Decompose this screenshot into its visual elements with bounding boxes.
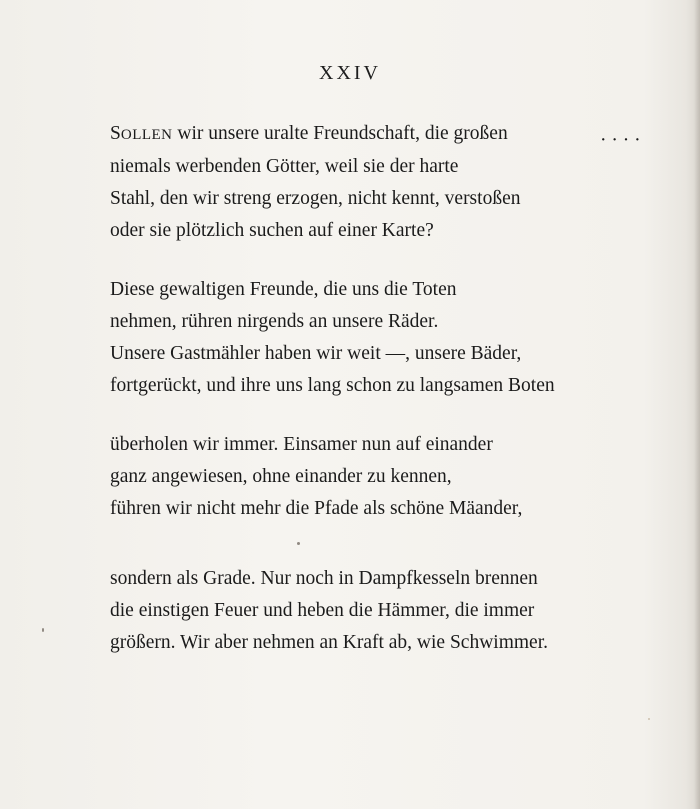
stanza-1 <box>110 118 670 247</box>
poem-line: überholen wir immer. Einsamer nun auf einander <box>110 434 493 455</box>
poem-line: oder sie plötzlich suchen auf einer Karte? <box>110 220 434 241</box>
initial-letter: S <box>110 123 121 144</box>
poem-line: nehmen, rühren nirgends an unsere Räder. <box>110 311 439 332</box>
poem-number-heading: XXIV <box>319 62 381 84</box>
poem-line <box>110 118 670 151</box>
poem-line: die einstigen Feuer und heben die Hämmer, die immer <box>110 600 535 621</box>
poem-line: größern. Wir aber nehmen an Kraft ab, wie Schwimmer. <box>110 632 548 653</box>
ink-speck <box>648 718 650 720</box>
poem-line: niemals werbenden Götter, weil sie der harte <box>110 156 459 177</box>
poem-line: führen wir nicht mehr die Pfade als schöne Mäander, <box>110 498 523 519</box>
page-edge-shadow <box>694 0 700 809</box>
poem-line: Stahl, den wir streng erzogen, nicht kennt, verstoßen <box>110 188 521 209</box>
small-caps-word: OLLEN <box>120 127 173 143</box>
poem-line: Diese gewaltigen Freunde, die uns die Toten <box>110 279 457 300</box>
ink-speck <box>297 542 300 545</box>
poem-line: ganz angewiesen, ohne einander zu kennen, <box>110 466 452 487</box>
stanza-2 <box>110 274 670 402</box>
bleed-through-text: · · · · <box>600 130 641 151</box>
line-text: wir unsere uralte Freundschaft, die großen <box>172 123 508 144</box>
stanza-4 <box>110 563 670 659</box>
poem-line: fortgerückt, und ihre uns lang schon zu langsamen Boten <box>110 375 555 396</box>
poem-line: Unsere Gastmähler haben wir weit —, unsere Bäder, <box>110 343 522 364</box>
poem-body <box>110 118 670 686</box>
stanza-3 <box>110 429 670 525</box>
ink-speck <box>42 628 44 632</box>
poem-line: sondern als Grade. Nur noch in Dampfkesseln brennen <box>110 568 538 589</box>
